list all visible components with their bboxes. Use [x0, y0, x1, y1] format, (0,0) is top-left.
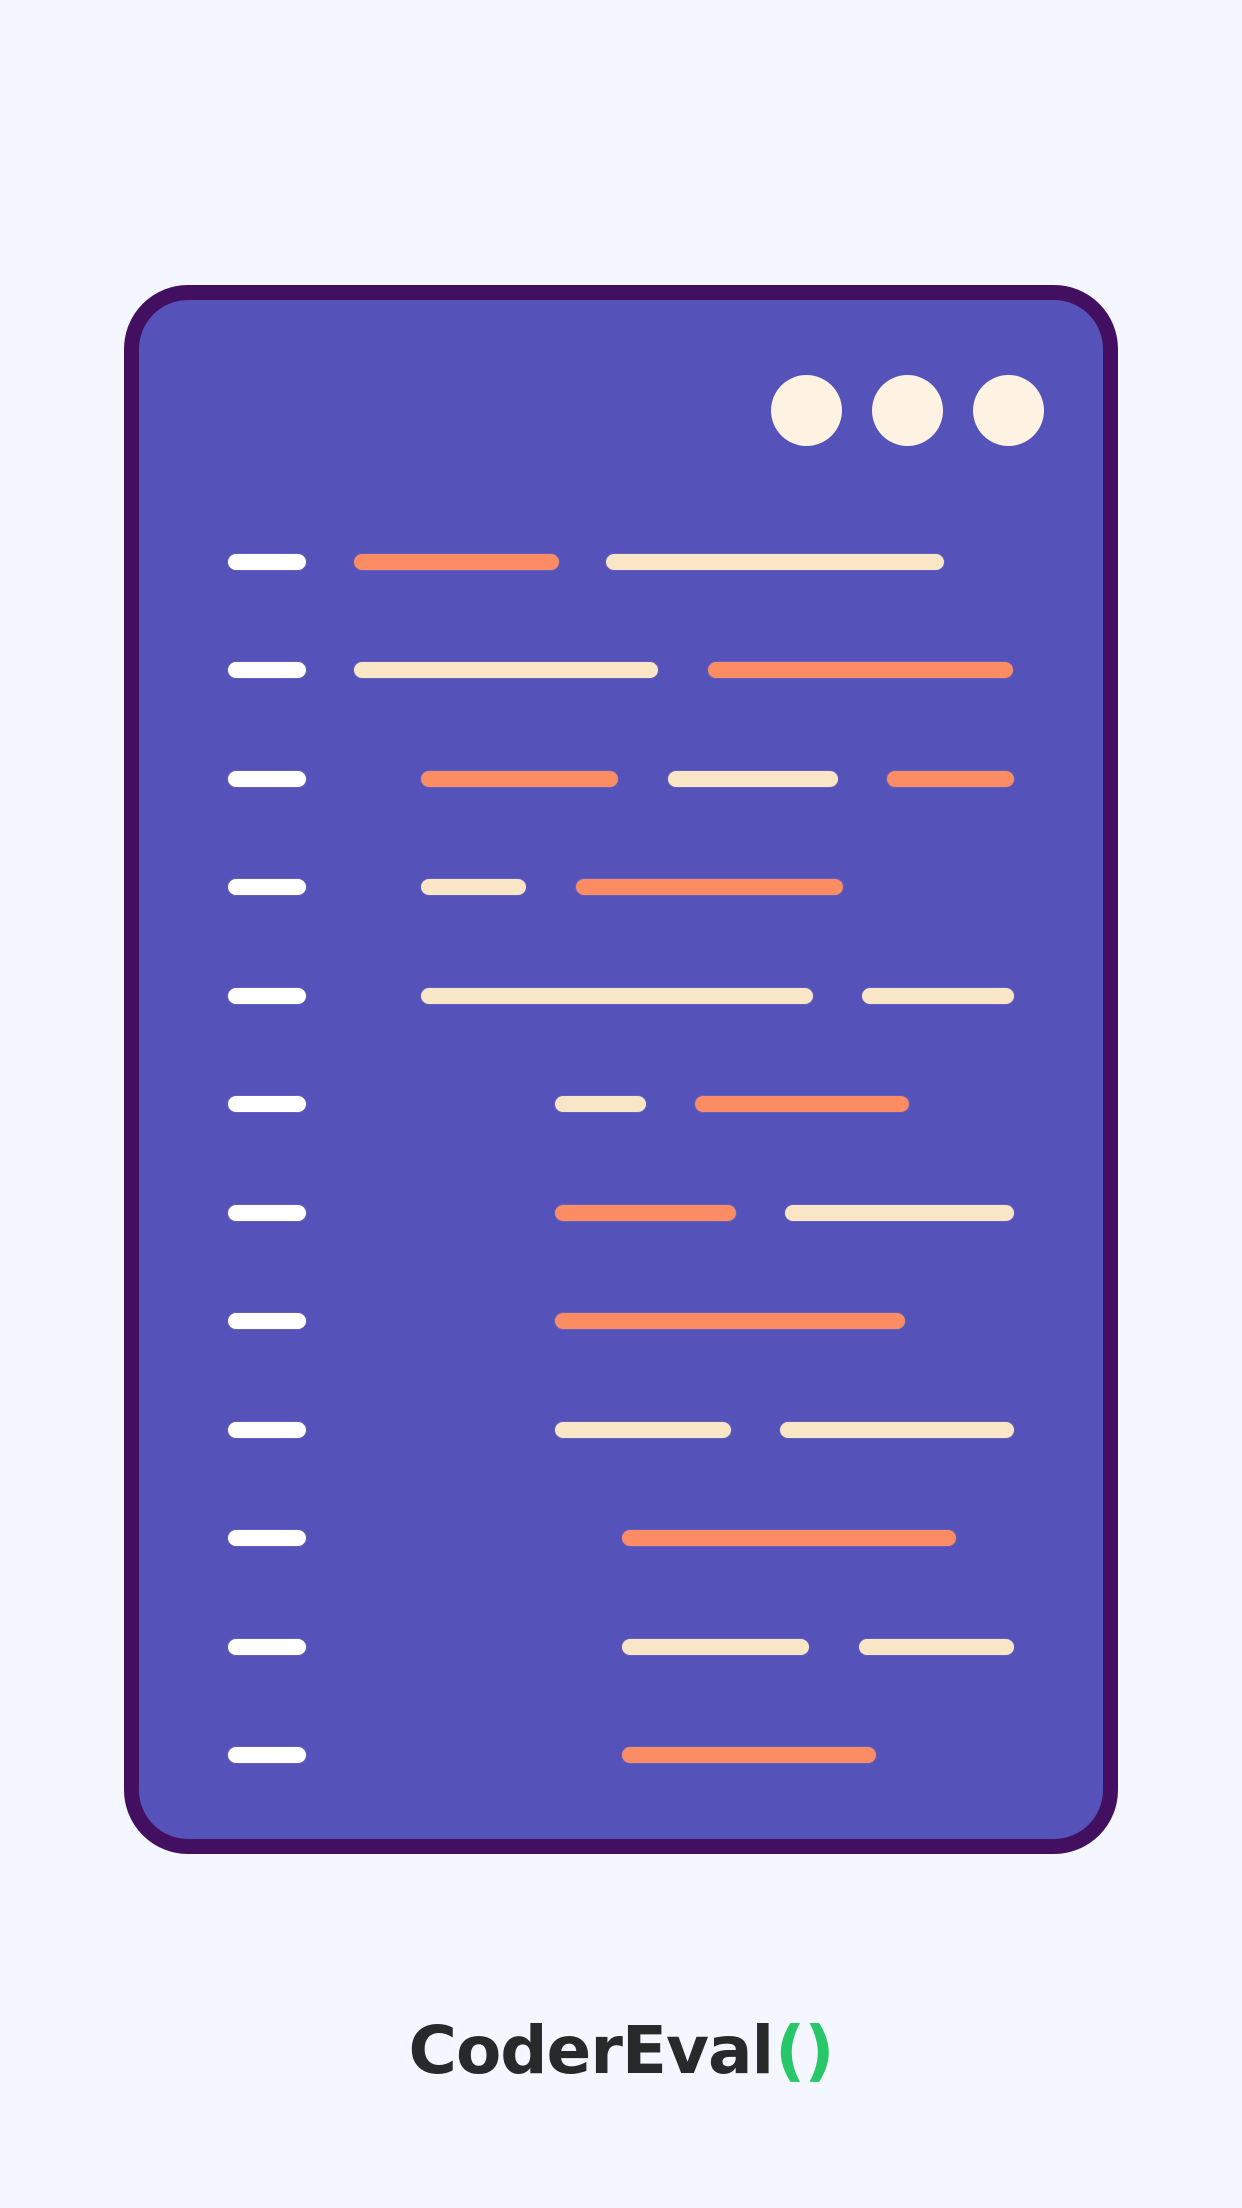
line-gutter-marker — [228, 1096, 306, 1112]
brand-name: CoderEval — [408, 2012, 774, 2089]
code-token-bar — [785, 1205, 1014, 1221]
code-token-bar — [555, 1313, 905, 1329]
line-gutter-marker — [228, 771, 306, 787]
brand-logo — [0, 2012, 1242, 2090]
line-gutter-marker — [228, 1422, 306, 1438]
code-token-bar — [555, 1096, 646, 1112]
code-token-bar — [622, 1747, 876, 1763]
line-gutter-marker — [228, 554, 306, 570]
line-gutter-marker — [228, 1205, 306, 1221]
window-dot-icon — [771, 375, 842, 446]
window-dot-icon — [973, 375, 1044, 446]
line-gutter-marker — [228, 1639, 306, 1655]
code-token-bar — [421, 988, 813, 1004]
line-gutter-marker — [228, 662, 306, 678]
line-gutter-marker — [228, 1313, 306, 1329]
code-token-bar — [708, 662, 1013, 678]
code-token-bar — [695, 1096, 909, 1112]
code-token-bar — [859, 1639, 1014, 1655]
code-token-bar — [354, 662, 658, 678]
code-editor-illustration — [124, 285, 1118, 1854]
window-dot-icon — [872, 375, 943, 446]
code-token-bar — [622, 1530, 956, 1546]
code-token-bar — [421, 771, 618, 787]
line-gutter-marker — [228, 879, 306, 895]
line-gutter-marker — [228, 988, 306, 1004]
code-token-bar — [606, 554, 944, 570]
code-token-bar — [780, 1422, 1014, 1438]
code-token-bar — [354, 554, 559, 570]
code-token-bar — [421, 879, 526, 895]
code-token-bar — [555, 1205, 736, 1221]
code-token-bar — [576, 879, 843, 895]
code-token-bar — [622, 1639, 809, 1655]
code-token-bar — [887, 771, 1014, 787]
line-gutter-marker — [228, 1747, 306, 1763]
code-token-bar — [862, 988, 1014, 1004]
line-gutter-marker — [228, 1530, 306, 1546]
code-token-bar — [668, 771, 838, 787]
brand-accent: () — [775, 2012, 834, 2089]
code-token-bar — [555, 1422, 731, 1438]
